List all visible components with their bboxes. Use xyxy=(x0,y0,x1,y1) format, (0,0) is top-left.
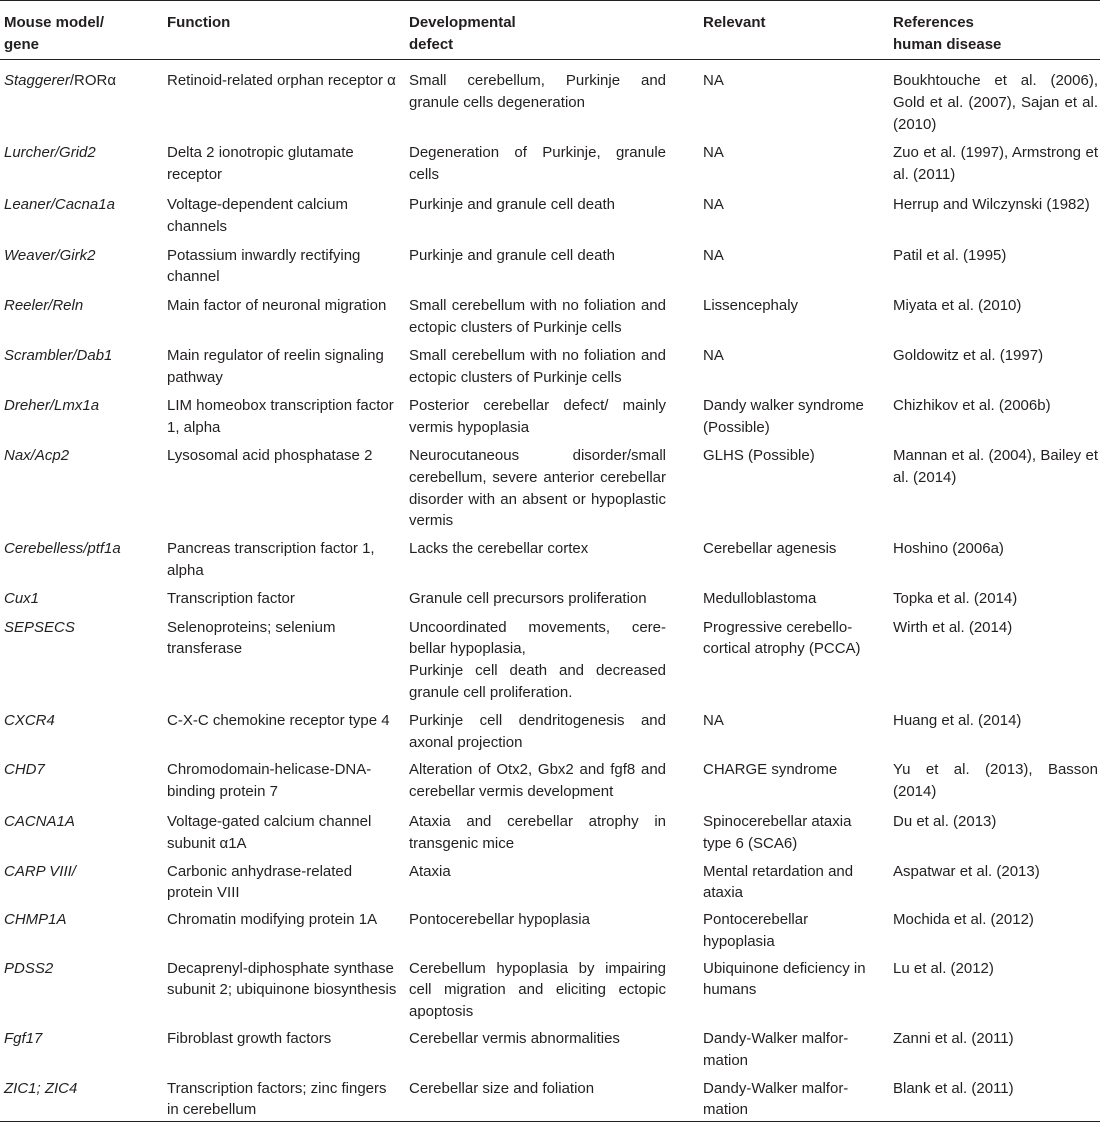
cell-defect xyxy=(405,1072,699,1122)
cell-defect-text: Small cerebellum, Purkinje and granule cells degeneration xyxy=(409,72,666,111)
gene-name: CHD7 xyxy=(4,761,45,779)
cell-references-text: Hoshino (2006a) xyxy=(893,540,1004,558)
cell-references xyxy=(889,803,1100,855)
cell-references xyxy=(889,704,1100,754)
table-row xyxy=(0,704,1100,754)
table-row xyxy=(0,610,1100,704)
cell-gene xyxy=(0,238,163,289)
gene-name: Fgf17 xyxy=(4,1030,43,1048)
table-row xyxy=(0,439,1100,532)
cell-relevant-text: Mental retardation and ataxia xyxy=(703,862,854,902)
table-row xyxy=(0,238,1100,289)
cell-function-text: Delta 2 ionotropic glutamate receptor xyxy=(167,144,354,184)
table-body xyxy=(0,60,1100,1122)
cell-defect-text: Purkinje and granule cell death xyxy=(409,195,615,213)
cell-references xyxy=(889,388,1100,439)
cell-gene xyxy=(0,60,163,136)
cell-gene xyxy=(0,388,163,439)
cell-function xyxy=(163,288,405,339)
header-gene: Mouse model/ gene xyxy=(0,1,163,60)
cell-function-text: Decaprenyl-diphosphate synthase subunit 2; ubiquinone biosynthesis xyxy=(167,959,397,999)
cell-function xyxy=(163,704,405,754)
cell-function-text: Main factor of neuronal migration xyxy=(167,297,387,315)
cell-defect xyxy=(405,135,699,186)
cell-references xyxy=(889,1072,1100,1122)
cell-relevant xyxy=(699,610,889,704)
cell-defect xyxy=(405,288,699,339)
cell-relevant xyxy=(699,532,889,582)
cell-relevant xyxy=(699,339,889,389)
cell-function xyxy=(163,135,405,186)
cell-function xyxy=(163,1072,405,1122)
gene-name: CXCR4 xyxy=(4,711,55,729)
cell-references xyxy=(889,532,1100,582)
cell-function-text: Transcription factors; zinc fingers in cerebellum xyxy=(167,1079,387,1119)
cell-references-text: Huang et al. (2014) xyxy=(893,711,1022,729)
cell-references-text: Topka et al. (2014) xyxy=(893,589,1018,607)
gene-name: Weaver/Girk2 xyxy=(4,246,96,264)
cell-relevant-text: Dandy-Walker malfor-mation xyxy=(703,1079,849,1119)
cell-gene xyxy=(0,953,163,1023)
cell-defect-text: Ataxia xyxy=(409,862,451,880)
cell-gene xyxy=(0,803,163,855)
cell-function xyxy=(163,532,405,582)
table-row xyxy=(0,135,1100,186)
cell-references-text: Mannan et al. (2004), Bailey et al. (2014) xyxy=(893,446,1098,486)
cell-references-text: Yu et al. (2013), Basson (2014) xyxy=(893,761,1098,801)
cell-references-text: Aspatwar et al. (2013) xyxy=(893,862,1040,880)
table-row xyxy=(0,855,1100,905)
cell-function xyxy=(163,610,405,704)
cell-function xyxy=(163,953,405,1023)
cell-defect xyxy=(405,186,699,238)
cell-defect-text: Cerebellum hypoplasia by impairing cell migration and eliciting ectopic apoptosis xyxy=(409,959,666,1021)
gene-name: Leaner/Cacna1a xyxy=(4,195,115,213)
cell-references-text: Mochida et al. (2012) xyxy=(893,911,1034,929)
cell-defect-text: Neurocutaneous disorder/small cerebellum, severe anterior cerebellar disorder with an absent or hypoplastic vermis xyxy=(409,446,666,530)
cell-defect xyxy=(405,532,699,582)
table-row xyxy=(0,339,1100,389)
cell-relevant-text: Progressive cerebello-cortical atrophy (PCCA) xyxy=(703,618,861,658)
cell-defect xyxy=(405,388,699,439)
cell-references xyxy=(889,60,1100,136)
cell-gene xyxy=(0,1023,163,1072)
table-row xyxy=(0,388,1100,439)
cell-relevant xyxy=(699,60,889,136)
cell-defect-text: Pontocerebellar hypoplasia xyxy=(409,911,590,929)
table-row xyxy=(0,582,1100,610)
cell-function-text: Carbonic anhydrase-related protein VIII xyxy=(167,862,353,902)
cell-function-text: Pancreas transcription factor 1, alpha xyxy=(167,540,375,579)
cell-function-text: Selenoproteins; selenium transferase xyxy=(167,618,336,658)
cell-function-text: Potassium inwardly rectifying channel xyxy=(167,246,361,286)
cell-function-text: Fibroblast growth factors xyxy=(167,1030,332,1048)
cell-function xyxy=(163,60,405,136)
cell-relevant-text: Pontocerebellar hypoplasia xyxy=(703,911,809,950)
cell-references xyxy=(889,186,1100,238)
table-row xyxy=(0,953,1100,1023)
header-relevant: Relevant xyxy=(699,1,889,60)
gene-name: Reeler/Reln xyxy=(4,297,84,315)
gene-name: Cerebelless/ptf1a xyxy=(4,540,121,558)
table-row xyxy=(0,753,1100,803)
cell-defect xyxy=(405,904,699,953)
cell-relevant-text: Lissencephaly xyxy=(703,297,799,315)
cell-references xyxy=(889,582,1100,610)
cell-gene xyxy=(0,582,163,610)
cell-references-text: Boukhtouche et al. (2006), Gold et al. (2007), Sajan et al. (2010) xyxy=(893,72,1098,133)
cell-defect-text: Lacks the cerebellar cortex xyxy=(409,540,589,558)
cell-defect xyxy=(405,339,699,389)
cell-references-text: Blank et al. (2011) xyxy=(893,1079,1014,1097)
cell-gene xyxy=(0,135,163,186)
gene-name-suffix: /RORα xyxy=(69,72,117,89)
cell-relevant xyxy=(699,238,889,289)
gene-name: Scrambler/Dab1 xyxy=(4,346,113,364)
cell-function-text: Lysosomal acid phosphatase 2 xyxy=(167,446,373,464)
cell-references-text: Goldowitz et al. (1997) xyxy=(893,346,1044,364)
cell-relevant-text: Ubiquinone deficiency in humans xyxy=(703,959,866,999)
cell-function-text: Voltage-dependent calcium channels xyxy=(167,195,348,235)
cell-defect xyxy=(405,704,699,754)
header-row xyxy=(0,1,1100,60)
cell-defect xyxy=(405,803,699,855)
cell-references-text: Zanni et al. (2011) xyxy=(893,1030,1014,1048)
cell-defect-text: Ataxia and cerebellar atrophy in transgenic mice xyxy=(409,812,666,852)
cell-function xyxy=(163,339,405,389)
cell-gene xyxy=(0,439,163,532)
table-row xyxy=(0,803,1100,855)
cell-function xyxy=(163,904,405,953)
cell-defect-text: Granule cell precursors proliferation xyxy=(409,589,647,607)
cell-relevant xyxy=(699,855,889,905)
cell-references-text: Chizhikov et al. (2006b) xyxy=(893,397,1051,415)
cell-defect-text: Cerebellar size and foliation xyxy=(409,1079,595,1097)
cell-defect xyxy=(405,953,699,1023)
cell-defect-text: Cerebellar vermis abnormalities xyxy=(409,1030,620,1048)
cell-defect xyxy=(405,1023,699,1072)
cell-relevant-text: CHARGE syndrome xyxy=(703,761,838,779)
table-row xyxy=(0,1072,1100,1122)
cell-references-text: Miyata et al. (2010) xyxy=(893,297,1022,315)
cell-relevant-text: NA xyxy=(703,195,724,213)
cell-defect xyxy=(405,439,699,532)
table-row xyxy=(0,60,1100,136)
cell-references-text: Lu et al. (2012) xyxy=(893,959,994,977)
cell-gene xyxy=(0,186,163,238)
gene-name: ZIC1; ZIC4 xyxy=(4,1079,78,1097)
cell-function xyxy=(163,803,405,855)
cell-relevant xyxy=(699,135,889,186)
cell-relevant-text: NA xyxy=(703,144,724,162)
cell-gene xyxy=(0,704,163,754)
cell-defect xyxy=(405,753,699,803)
cell-relevant xyxy=(699,186,889,238)
cell-relevant-text: Dandy walker syndrome (Possible) xyxy=(703,397,864,437)
header-defect: Developmental defect xyxy=(405,1,699,60)
cell-gene xyxy=(0,1072,163,1122)
cell-relevant-text: Dandy-Walker malfor-mation xyxy=(703,1030,849,1069)
cell-function-text: Transcription factor xyxy=(167,589,295,607)
cell-defect-text: Small cerebellum with no foliation and ectopic clusters of Purkinje cells xyxy=(409,297,666,336)
cell-references-text: Herrup and Wilczynski (1982) xyxy=(893,195,1090,213)
header-references: References human disease xyxy=(889,1,1100,60)
cell-references xyxy=(889,288,1100,339)
cell-function-text: Chromodomain-helicase-DNA-binding protein 7 xyxy=(167,761,372,801)
cell-relevant xyxy=(699,704,889,754)
cell-defect xyxy=(405,855,699,905)
gene-name: CARP VIII/ xyxy=(4,862,76,880)
cell-defect-text: Degeneration of Purkinje, granule cells xyxy=(409,144,666,184)
cell-gene xyxy=(0,904,163,953)
cell-function xyxy=(163,582,405,610)
cell-function-text: LIM homeobox transcription factor 1, alpha xyxy=(167,397,394,437)
cell-function xyxy=(163,855,405,905)
cell-references xyxy=(889,855,1100,905)
cell-gene xyxy=(0,339,163,389)
cell-references xyxy=(889,953,1100,1023)
cell-relevant xyxy=(699,1023,889,1072)
cell-relevant-text: NA xyxy=(703,711,724,729)
gene-name: Dreher/Lmx1a xyxy=(4,397,100,415)
cell-references xyxy=(889,339,1100,389)
cell-relevant-text: NA xyxy=(703,346,724,364)
table-row xyxy=(0,904,1100,953)
cell-defect-text: Purkinje and granule cell death xyxy=(409,246,615,264)
cell-references-text: Patil et al. (1995) xyxy=(893,246,1007,264)
gene-name: SEPSECS xyxy=(4,618,75,636)
gene-name: Lurcher/Grid2 xyxy=(4,144,96,162)
cell-function-text: Chromatin modifying protein 1A xyxy=(167,911,378,929)
cell-defect-text: Uncoordinated movements, cere-bellar hypoplasia, xyxy=(409,618,666,658)
cell-relevant xyxy=(699,288,889,339)
table-row xyxy=(0,186,1100,238)
cell-defect-text: Posterior cerebellar defect/ mainly vermis hypoplasia xyxy=(409,397,666,437)
cell-references xyxy=(889,1023,1100,1072)
cell-relevant-text: Spinocerebellar ataxia type 6 (SCA6) xyxy=(703,812,852,852)
cell-function-text: C-X-C chemokine receptor type 4 xyxy=(167,711,390,729)
cell-function xyxy=(163,439,405,532)
cell-relevant xyxy=(699,953,889,1023)
cell-relevant-text: Cerebellar agenesis xyxy=(703,540,837,558)
gene-name: CACNA1A xyxy=(4,812,75,830)
gene-name: Staggerer xyxy=(4,72,70,89)
cell-gene xyxy=(0,288,163,339)
cell-relevant xyxy=(699,388,889,439)
cell-gene xyxy=(0,532,163,582)
cell-function-text: Retinoid-related orphan receptor α xyxy=(167,72,396,89)
cell-defect xyxy=(405,610,699,704)
cell-references-text: Du et al. (2013) xyxy=(893,812,997,830)
cell-references xyxy=(889,753,1100,803)
cell-defect xyxy=(405,582,699,610)
cell-function xyxy=(163,388,405,439)
cell-relevant xyxy=(699,582,889,610)
cell-defect xyxy=(405,60,699,136)
header-function: Function xyxy=(163,1,405,60)
cell-relevant-text: NA xyxy=(703,246,724,264)
cell-relevant xyxy=(699,904,889,953)
cell-function-text: Main regulator of reelin signaling pathway xyxy=(167,346,384,386)
cell-relevant xyxy=(699,753,889,803)
cell-function xyxy=(163,1023,405,1072)
cell-gene xyxy=(0,855,163,905)
cell-function-text: Voltage-gated calcium channel subunit α1A xyxy=(167,812,372,852)
cell-references-text: Zuo et al. (1997), Armstrong et al. (2011) xyxy=(893,144,1098,184)
cell-function xyxy=(163,753,405,803)
cell-defect-text-continued: Purkinje cell death and decreased granule cell proliferation. xyxy=(409,662,666,701)
table-row xyxy=(0,288,1100,339)
cell-function xyxy=(163,186,405,238)
cell-defect-text: Alteration of Otx2, Gbx2 and fgf8 and cerebellar vermis development xyxy=(409,761,666,801)
cell-references xyxy=(889,135,1100,186)
gene-name: CHMP1A xyxy=(4,911,67,929)
table-row xyxy=(0,1023,1100,1072)
table-header xyxy=(0,1,1100,60)
gene-name: Nax/Acp2 xyxy=(4,446,70,464)
cell-references xyxy=(889,439,1100,532)
cell-relevant xyxy=(699,803,889,855)
cell-function xyxy=(163,238,405,289)
table-row xyxy=(0,532,1100,582)
cell-defect-text: Purkinje cell dendritogenesis and axonal projection xyxy=(409,711,666,751)
cell-gene xyxy=(0,753,163,803)
cell-relevant-text: Medulloblastoma xyxy=(703,589,817,607)
cell-defect xyxy=(405,238,699,289)
cell-relevant xyxy=(699,1072,889,1122)
gene-name: PDSS2 xyxy=(4,959,54,977)
cell-references xyxy=(889,238,1100,289)
cell-relevant-text: GLHS (Possible) xyxy=(703,446,815,464)
cell-relevant xyxy=(699,439,889,532)
cell-relevant-text: NA xyxy=(703,72,724,89)
cell-references-text: Wirth et al. (2014) xyxy=(893,618,1013,636)
cell-defect-text: Small cerebellum with no foliation and ectopic clusters of Purkinje cells xyxy=(409,346,666,386)
cell-gene xyxy=(0,610,163,704)
cell-references xyxy=(889,610,1100,704)
cell-references xyxy=(889,904,1100,953)
gene-name: Cux1 xyxy=(4,589,40,607)
